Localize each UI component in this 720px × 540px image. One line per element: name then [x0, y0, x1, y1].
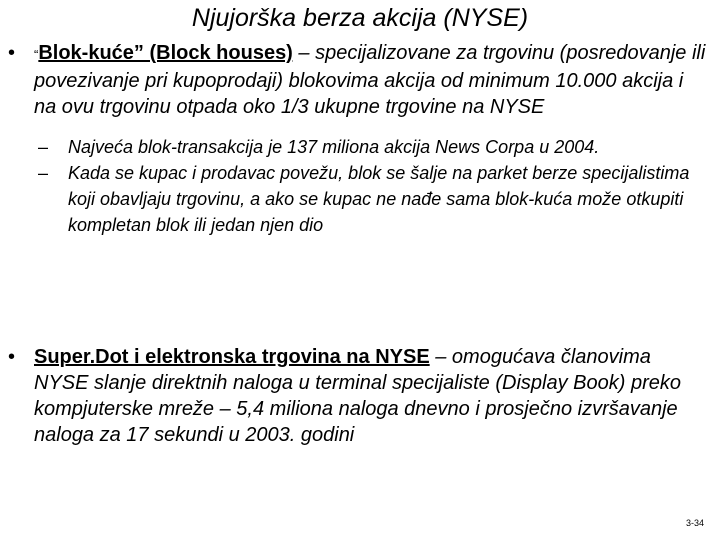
bullet-lead: Super.Dot i elektronska trgovina na NYSE: [34, 346, 430, 368]
dash-icon: –: [38, 163, 49, 183]
page-number: 3-34: [685, 518, 704, 528]
bullet-icon: •: [8, 346, 16, 368]
bullet-block-houses: [8, 40, 708, 238]
sub-item: [38, 160, 708, 238]
dash-icon: –: [38, 137, 49, 157]
sub-item-text: Kada se kupac i prodavac povežu, blok se šalje na parket berze specijalistima koji obavljaju trgovinu, a ako se kupac ne nađe sama blok-kuća može otkupiti kompletan blok ili jedan njen dio: [68, 163, 690, 235]
bullet-lead: Blok-kuće” (Block houses): [38, 42, 293, 64]
bullet-superdot: [8, 344, 708, 448]
bullet-text: [34, 344, 708, 448]
sub-list: [38, 134, 708, 238]
bullet-body: – omogućava članovima NYSE slanje direktnih naloga u terminal specijaliste (Display Book) preko kompjuterske mreže – 5,4 miliona naloga dnevno i prosječno izvršavanje naloga za 17 sekundi u 2003. godini: [34, 346, 681, 446]
bullet-body: – specijalizovane za trgovinu (posredovanje ili povezivanje pri kupoprodaji) blokovima akcija od minimum 10.000 akcija i na ovu trgovinu otpada oko 1/3 ukupne trgovine na NYSE: [34, 42, 706, 118]
sub-item: [38, 134, 708, 160]
bullet-text: [34, 40, 708, 120]
bullet-open-quote: “: [34, 47, 39, 62]
sub-item-text: Najveća blok-transakcija je 137 miliona akcija News Corpa u 2004.: [68, 137, 600, 157]
page-title: Njujorška berza akcija (NYSE): [191, 4, 529, 32]
bullet-icon: •: [8, 42, 16, 64]
